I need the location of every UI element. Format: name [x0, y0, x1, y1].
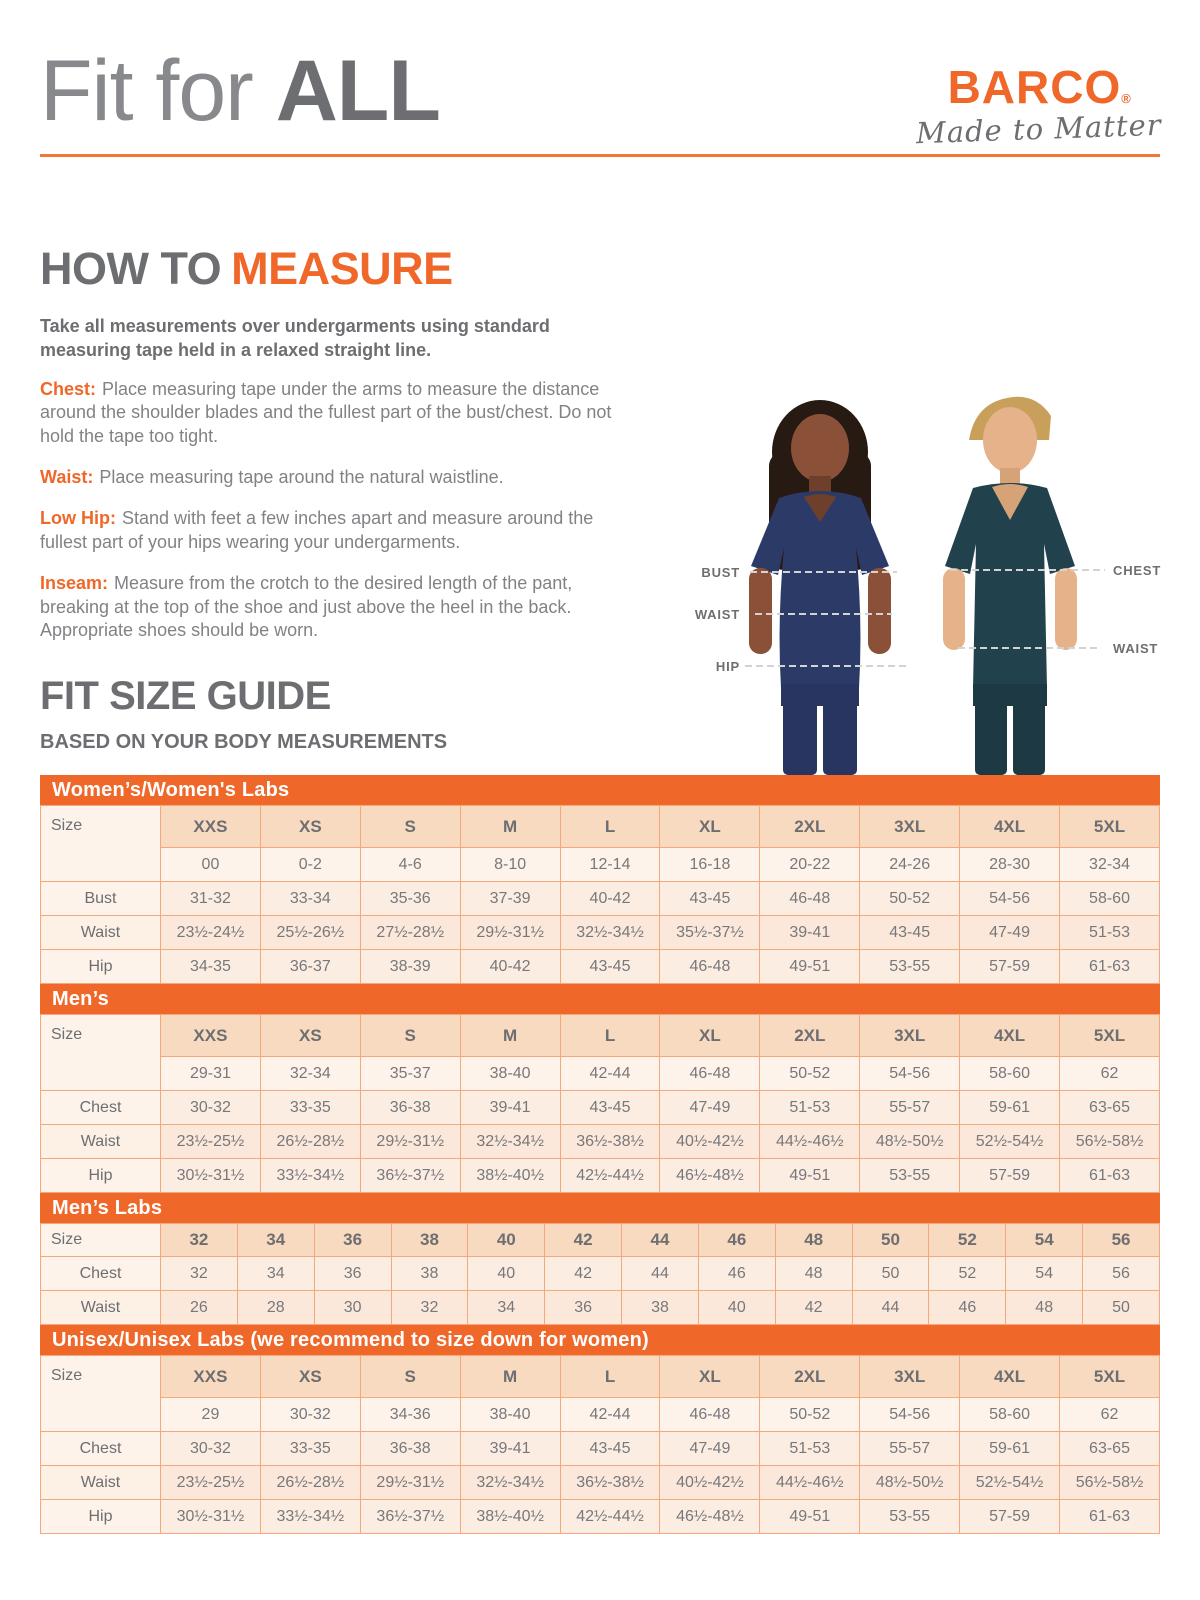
measure-row-label: Waist [41, 1466, 161, 1500]
measure-value-cell: 51-53 [760, 1432, 860, 1466]
measure-value-cell: 23½-25½ [161, 1466, 261, 1500]
size-number-cell: 28-30 [960, 848, 1060, 882]
measure-value-cell: 34-35 [161, 950, 261, 984]
measure-intro: Take all measurements over undergarments using standard measuring tape held in a relaxed straight line. [40, 316, 550, 360]
measure-row [41, 1466, 1160, 1500]
measure-value-cell: 33-35 [260, 1432, 360, 1466]
brand-tagline: Made to Matter [915, 107, 1163, 151]
measure-value-cell: 32½-34½ [460, 1125, 560, 1159]
measure-value-cell: 30½-31½ [161, 1159, 261, 1193]
measure-row [41, 1291, 1160, 1325]
measure-value-cell: 27½-28½ [360, 916, 460, 950]
fit-size-guide-heading [40, 674, 447, 754]
measure-value-cell: 32½-34½ [460, 1466, 560, 1500]
measure-value-cell: 40½-42½ [660, 1466, 760, 1500]
measure-item-low-hip [40, 507, 640, 554]
size-column-header: 2XL [760, 1015, 860, 1057]
size-number-cell: 42-44 [560, 1398, 660, 1432]
measure-value-cell: 54-56 [960, 882, 1060, 916]
size-column-header: 2XL [760, 806, 860, 848]
measure-row-label: Hip [41, 1159, 161, 1193]
measure-value-cell: 36½-38½ [560, 1466, 660, 1500]
size-column-header: XXS [161, 1015, 261, 1057]
size-number-cell: 58-60 [960, 1057, 1060, 1091]
size-column-header: 38 [391, 1224, 468, 1257]
size-column-header: 48 [775, 1224, 852, 1257]
measure-row-label: Bust [41, 882, 161, 916]
size-table [40, 775, 1160, 984]
measure-value-cell: 38½-40½ [460, 1159, 560, 1193]
measure-row [41, 1257, 1160, 1291]
size-column-header: XS [260, 1356, 360, 1398]
measure-value-cell: 40-42 [460, 950, 560, 984]
measure-value-cell: 35-36 [360, 882, 460, 916]
size-tables [40, 775, 1160, 1534]
measure-value-cell: 44½-46½ [760, 1125, 860, 1159]
measure-value-cell: 48½-50½ [860, 1125, 960, 1159]
measure-value-cell: 49-51 [760, 1500, 860, 1534]
measure-value-cell: 32 [161, 1257, 238, 1291]
measure-value-cell: 36½-38½ [560, 1125, 660, 1159]
measure-value-cell: 44 [622, 1257, 699, 1291]
measure-value-cell: 39-41 [460, 1432, 560, 1466]
size-column-header: 4XL [960, 806, 1060, 848]
measure-value-cell: 52½-54½ [960, 1125, 1060, 1159]
brand-name: BARCO [947, 61, 1122, 113]
measure-value-cell: 30-32 [161, 1432, 261, 1466]
size-number-cell: 16-18 [660, 848, 760, 882]
measure-item-chest [40, 378, 640, 448]
measure-value-cell: 28 [237, 1291, 314, 1325]
measure-value-cell: 29½-31½ [360, 1466, 460, 1500]
measure-value-cell: 53-55 [860, 1500, 960, 1534]
measure-value-cell: 37-39 [460, 882, 560, 916]
brand-logo [915, 61, 1163, 151]
size-number-cell: 62 [1060, 1057, 1160, 1091]
measure-value-cell: 33-34 [260, 882, 360, 916]
models-illustration [650, 382, 1200, 775]
measure-value-cell: 38 [391, 1257, 468, 1291]
size-number-cell: 46-48 [660, 1057, 760, 1091]
page-title [40, 42, 440, 141]
size-number-cell: 58-60 [960, 1398, 1060, 1432]
measure-value-cell: 53-55 [860, 950, 960, 984]
measure-value-cell: 61-63 [1060, 1159, 1160, 1193]
measure-row-label: Chest [41, 1091, 161, 1125]
measure-value-cell: 54 [1006, 1257, 1083, 1291]
size-column-header: 54 [1006, 1224, 1083, 1257]
size-column-header: XL [660, 1356, 760, 1398]
size-number-cell: 62 [1060, 1398, 1160, 1432]
size-column-header: 5XL [1060, 1015, 1160, 1057]
measure-value-cell: 33½-34½ [260, 1159, 360, 1193]
measure-value-cell: 42½-44½ [560, 1159, 660, 1193]
measure-value-cell: 61-63 [1060, 950, 1160, 984]
size-column-header: S [360, 1356, 460, 1398]
measure-row-label: Hip [41, 950, 161, 984]
measure-value-cell: 32 [391, 1291, 468, 1325]
size-number-cell: 54-56 [860, 1057, 960, 1091]
measure-value-cell: 38 [622, 1291, 699, 1325]
measure-value-cell: 34 [237, 1257, 314, 1291]
size-table [40, 1325, 1160, 1534]
size-column-header: 36 [314, 1224, 391, 1257]
size-column-header: L [560, 1356, 660, 1398]
measure-value-cell: 46 [698, 1257, 775, 1291]
measure-value-cell: 50 [1083, 1291, 1160, 1325]
measure-value-cell: 39-41 [460, 1091, 560, 1125]
measure-row [41, 1091, 1160, 1125]
fit-size-guide-title: FIT SIZE GUIDE [40, 674, 331, 718]
size-column-header: 44 [622, 1224, 699, 1257]
chest-label: CHEST [1113, 563, 1162, 578]
size-number-cell: 32-34 [1060, 848, 1160, 882]
size-column-header: 5XL [1060, 1356, 1160, 1398]
measure-value-cell: 38½-40½ [460, 1500, 560, 1534]
measure-value-cell: 42 [775, 1291, 852, 1325]
size-table [40, 1193, 1160, 1325]
measure-value-cell: 51-53 [760, 1091, 860, 1125]
size-number-cell: 54-56 [860, 1398, 960, 1432]
table-title-band: Unisex/Unisex Labs (we recommend to size down for women) [40, 1325, 1160, 1355]
size-number-cell: 38-40 [460, 1398, 560, 1432]
measure-value-cell: 52 [929, 1257, 1006, 1291]
woman-model [749, 400, 891, 775]
measure-item-text: Stand with feet a few inches apart and measure around the fullest part of your hips wearing your undergarments. [40, 508, 594, 552]
measure-value-cell: 42 [545, 1257, 622, 1291]
measure-value-cell: 30-32 [161, 1091, 261, 1125]
size-column-header: 3XL [860, 806, 960, 848]
measure-value-cell: 46-48 [660, 950, 760, 984]
fit-size-guide-subtitle: BASED ON YOUR BODY MEASUREMENTS [40, 731, 448, 753]
waist-label-right: WAIST [1113, 641, 1159, 656]
measure-value-cell: 36 [545, 1291, 622, 1325]
size-column-header: XXS [161, 806, 261, 848]
size-table [40, 984, 1160, 1193]
size-column-header: 34 [237, 1224, 314, 1257]
measure-value-cell: 46½-48½ [660, 1159, 760, 1193]
size-column-header: XS [260, 1015, 360, 1057]
table-title-band: Men’s [40, 984, 1160, 1014]
hip-label: HIP [715, 659, 740, 674]
size-column-header: 32 [161, 1224, 238, 1257]
measure-row [41, 1432, 1160, 1466]
size-number-cell: 20-22 [760, 848, 860, 882]
page-title-bold: ALL [275, 43, 440, 139]
measure-value-cell: 59-61 [960, 1091, 1060, 1125]
measure-value-cell: 36½-37½ [360, 1500, 460, 1534]
measure-row [41, 950, 1160, 984]
measure-value-cell: 57-59 [960, 1500, 1060, 1534]
measure-value-cell: 26½-28½ [260, 1466, 360, 1500]
measure-value-cell: 55-57 [860, 1432, 960, 1466]
bust-label: BUST [701, 565, 740, 580]
measure-value-cell: 56½-58½ [1060, 1125, 1160, 1159]
measure-value-cell: 35½-37½ [660, 916, 760, 950]
measure-row-label: Chest [41, 1257, 161, 1291]
measure-value-cell: 36-37 [260, 950, 360, 984]
size-column-header: 3XL [860, 1356, 960, 1398]
measure-row [41, 1159, 1160, 1193]
measure-row [41, 1125, 1160, 1159]
measure-row-label: Chest [41, 1432, 161, 1466]
size-column-header: XL [660, 1015, 760, 1057]
measure-value-cell: 59-61 [960, 1432, 1060, 1466]
measure-row [41, 916, 1160, 950]
measure-value-cell: 48 [775, 1257, 852, 1291]
measure-value-cell: 23½-25½ [161, 1125, 261, 1159]
size-number-cell: 38-40 [460, 1057, 560, 1091]
size-column-header: XS [260, 806, 360, 848]
size-number-cell: 46-48 [660, 1398, 760, 1432]
measure-row [41, 1500, 1160, 1534]
measure-value-cell: 46-48 [760, 882, 860, 916]
size-number-cell: 29 [161, 1398, 261, 1432]
size-number-cell: 8-10 [460, 848, 560, 882]
measure-value-cell: 50-52 [860, 882, 960, 916]
size-column-header: 42 [545, 1224, 622, 1257]
measure-value-cell: 61-63 [1060, 1500, 1160, 1534]
size-number-cell: 30-32 [260, 1398, 360, 1432]
measure-value-cell: 30½-31½ [161, 1500, 261, 1534]
measure-value-cell: 48½-50½ [860, 1466, 960, 1500]
size-number-cell: 32-34 [260, 1057, 360, 1091]
size-column-header: 46 [698, 1224, 775, 1257]
size-number-cell: 12-14 [560, 848, 660, 882]
size-corner-label: Size [41, 1015, 161, 1091]
measure-value-cell: 33½-34½ [260, 1500, 360, 1534]
measure-value-cell: 63-65 [1060, 1091, 1160, 1125]
measure-value-cell: 53-55 [860, 1159, 960, 1193]
measure-item-waist [40, 466, 640, 489]
measure-value-cell: 43-45 [560, 950, 660, 984]
measure-value-cell: 46½-48½ [660, 1500, 760, 1534]
measure-value-cell: 32½-34½ [560, 916, 660, 950]
measure-value-cell: 55-57 [860, 1091, 960, 1125]
size-column-header: L [560, 806, 660, 848]
measure-value-cell: 39-41 [760, 916, 860, 950]
measure-value-cell: 40½-42½ [660, 1125, 760, 1159]
measure-value-cell: 40 [698, 1291, 775, 1325]
measure-value-cell: 23½-24½ [161, 916, 261, 950]
measure-value-cell: 36 [314, 1257, 391, 1291]
measure-value-cell: 40-42 [560, 882, 660, 916]
measure-value-cell: 42½-44½ [560, 1500, 660, 1534]
measure-value-cell: 29½-31½ [460, 916, 560, 950]
measure-value-cell: 36½-37½ [360, 1159, 460, 1193]
size-column-header: 5XL [1060, 806, 1160, 848]
measure-value-cell: 46 [929, 1291, 1006, 1325]
measure-value-cell: 44 [852, 1291, 929, 1325]
measure-value-cell: 26½-28½ [260, 1125, 360, 1159]
measure-value-cell: 56½-58½ [1060, 1466, 1160, 1500]
table-title-band: Men’s Labs [40, 1193, 1160, 1223]
measure-value-cell: 52½-54½ [960, 1466, 1060, 1500]
header-divider [40, 154, 1160, 157]
size-column-header: 4XL [960, 1015, 1060, 1057]
table-title-band: Women’s/Women's Labs [40, 775, 1160, 805]
size-number-cell: 50-52 [760, 1057, 860, 1091]
size-column-header: M [460, 806, 560, 848]
measure-item-text: Place measuring tape under the arms to measure the distance around the shoulder blades and the fullest part of the bust/chest. Do not hold the tape too tight. [40, 378, 612, 446]
measure-value-cell: 56 [1083, 1257, 1160, 1291]
size-column-header: 3XL [860, 1015, 960, 1057]
measure-value-cell: 58-60 [1060, 882, 1160, 916]
size-number-cell: 50-52 [760, 1398, 860, 1432]
measure-value-cell: 47-49 [660, 1432, 760, 1466]
size-column-header: XXS [161, 1356, 261, 1398]
measure-value-cell: 40 [468, 1257, 545, 1291]
measure-value-cell: 33-35 [260, 1091, 360, 1125]
man-model [943, 397, 1077, 775]
size-number-cell: 00 [161, 848, 261, 882]
measure-item-label: Inseam: [40, 573, 109, 594]
waist-label-left: WAIST [694, 607, 740, 622]
size-column-header: 40 [468, 1224, 545, 1257]
measure-value-cell: 50 [852, 1257, 929, 1291]
size-column-header: 2XL [760, 1356, 860, 1398]
measure-value-cell: 43-45 [860, 916, 960, 950]
measure-item-inseam [40, 572, 640, 642]
size-number-cell: 29-31 [161, 1057, 261, 1091]
measure-value-cell: 48 [1006, 1291, 1083, 1325]
size-column-header: M [460, 1015, 560, 1057]
size-number-cell: 4-6 [360, 848, 460, 882]
how-to-measure-section [40, 243, 660, 660]
measure-item-text: Place measuring tape around the natural waistline. [99, 467, 504, 488]
measure-value-cell: 25½-26½ [260, 916, 360, 950]
measurement-models-photo [650, 382, 1200, 775]
measure-item-label: Waist: [40, 467, 94, 488]
size-column-header: 4XL [960, 1356, 1060, 1398]
measure-value-cell: 30 [314, 1291, 391, 1325]
measure-value-cell: 57-59 [960, 1159, 1060, 1193]
measure-row-label: Waist [41, 1125, 161, 1159]
measure-row-label: Waist [41, 916, 161, 950]
measure-value-cell: 43-45 [560, 1091, 660, 1125]
measure-value-cell: 47-49 [660, 1091, 760, 1125]
measure-value-cell: 43-45 [560, 1432, 660, 1466]
measure-value-cell: 38-39 [360, 950, 460, 984]
measure-row-label: Waist [41, 1291, 161, 1325]
measure-row [41, 882, 1160, 916]
heading-gray-part: HOW TO [40, 243, 222, 294]
size-column-header: 50 [852, 1224, 929, 1257]
size-column-header: M [460, 1356, 560, 1398]
measure-value-cell: 36-38 [360, 1091, 460, 1125]
measure-value-cell: 51-53 [1060, 916, 1160, 950]
measure-value-cell: 49-51 [760, 950, 860, 984]
size-number-cell: 35-37 [360, 1057, 460, 1091]
size-number-cell: 42-44 [560, 1057, 660, 1091]
measure-value-cell: 26 [161, 1291, 238, 1325]
size-number-cell: 0-2 [260, 848, 360, 882]
measure-value-cell: 31-32 [161, 882, 261, 916]
page-title-regular: Fit for [40, 43, 276, 139]
size-corner-label: Size [41, 1224, 161, 1257]
measure-item-text: Measure from the crotch to the desired length of the pant, breaking at the top of the shoe and just above the heel in the back. Appropriate shoes should be worn. [40, 573, 573, 640]
size-column-header: 56 [1083, 1224, 1160, 1257]
size-column-header: S [360, 806, 460, 848]
how-to-measure-heading [40, 243, 660, 295]
registered-mark-icon: ® [1121, 91, 1131, 106]
size-column-header: S [360, 1015, 460, 1057]
size-column-header: 52 [929, 1224, 1006, 1257]
measure-value-cell: 49-51 [760, 1159, 860, 1193]
size-number-cell: 34-36 [360, 1398, 460, 1432]
measure-value-cell: 44½-46½ [760, 1466, 860, 1500]
measure-value-cell: 36-38 [360, 1432, 460, 1466]
measure-value-cell: 63-65 [1060, 1432, 1160, 1466]
size-corner-label: Size [41, 806, 161, 882]
heading-accent-part: MEASURE [231, 243, 453, 294]
measure-item-label: Chest: [40, 378, 97, 399]
measure-item-label: Low Hip: [40, 508, 116, 529]
size-column-header: L [560, 1015, 660, 1057]
measure-value-cell: 43-45 [660, 882, 760, 916]
measure-value-cell: 34 [468, 1291, 545, 1325]
measure-row-label: Hip [41, 1500, 161, 1534]
measure-value-cell: 47-49 [960, 916, 1060, 950]
measure-value-cell: 57-59 [960, 950, 1060, 984]
size-corner-label: Size [41, 1356, 161, 1432]
measure-value-cell: 29½-31½ [360, 1125, 460, 1159]
size-column-header: XL [660, 806, 760, 848]
size-number-cell: 24-26 [860, 848, 960, 882]
